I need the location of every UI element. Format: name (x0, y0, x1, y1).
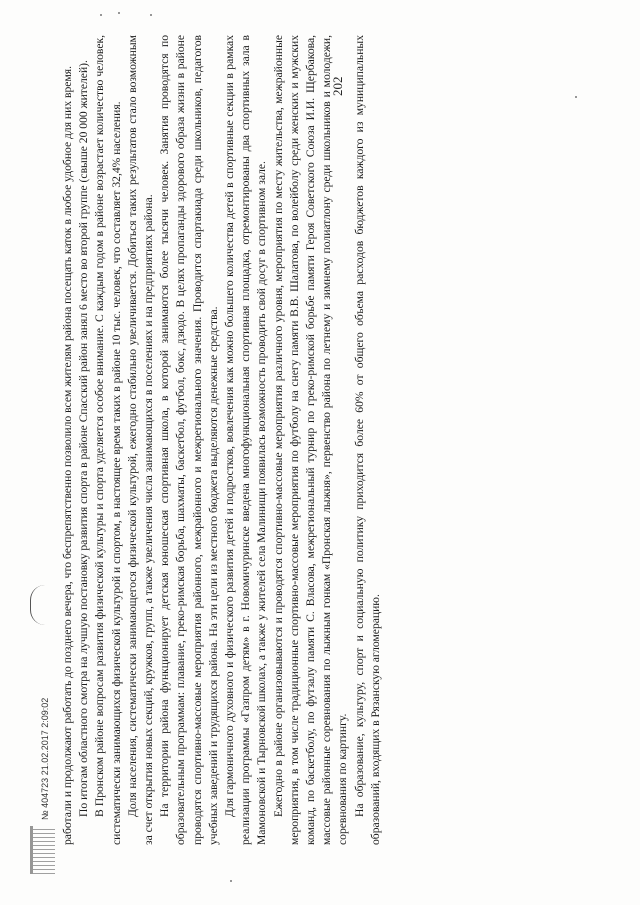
binding-mark (30, 585, 45, 625)
paragraph: работали и продолжают работать до позднего вечера, что беспрепятственно позволило всем жителям района посещать каток в любое удобное для них время. (61, 65, 74, 845)
paragraph: На территории района функционирует детская юношеская спортивная школа, в которой занимаются более тысячи человек. Занятия проводятся по образовательным программам: плавание, греко-римская борьба, шахматы, баскетбол, футбол, бокс, дзюдо. В целях пропаганды здорового образа жизни в районе проводятся спортивно-массовые мероприятия районного, межрайонного и межрегионального значения. Проводится спартакиада среди школьников, педагогов учебных заведений и трудящихся района. На эти цели из местного бюджета выделяются денежные средства. (158, 35, 220, 845)
document-body (60, 35, 580, 845)
paragraph: На образование, культуру, спорт и социальную политику приходится более 60% от общего объема расходов бюджетов каждого из муниципальных образований, входящих в Рязанскую агломерацию. (352, 35, 382, 845)
paragraph: Для гармоничного духовного и физического развития детей и подростков, вовлечения как можно большего количества детей в спортивные секции в рамках реализации программы «Газпром детям» в г. Новомичуринске введена многофункциональная спортивная площадка, отремонтированы два спортивных зала в Мамоновской и Тырновской школах, а также у жителей села Малинищи появилась возможность проводить свой досуг в спортивном зале. (223, 35, 269, 845)
scan-stamp: № 404723 21.02.2017 2:09:02 (40, 697, 50, 820)
page-number: 202 (330, 76, 345, 96)
scanner-logo-icon (30, 826, 55, 874)
paragraph: Доля населения, систематически занимающегося физической культурой, ежегодно стабильно увеличивается. Добиться таких результатов стало возможным за счет открытия новых секций, кружков, групп, а также увеличения числа занимающихся в поселениях и на предприятиях района. (125, 35, 156, 845)
paragraph: В Пронском районе вопросам развития физической культуры и спорта уделяется особое внимание. С каждым годом в районе возрастает количество человек, систематически занимающихся физической культурой и спортом, в настоящее время таких в районе 10 тыс. человек, что составляет 32,4% населения. (93, 35, 123, 845)
paragraph: Ежегодно в районе организовываются и проводятся спортивно-массовые мероприятия различного уровня, мероприятия по месту жительства, межрайонные мероприятия, в том числе традиционные спортивно-массовые мероприятия по футболу на снегу памяти В.В. Шалатова, по волейболу среди женских и мужских команд, по баскетболу, по футзалу памяти С. Власова, межрегиональный турнир по греко-римской борьбе памяти Героя Советского Союза И.И. Щербакова, массовые районные соревнования по лыжным гонкам «Пронская лыжня», первенство района по летнему и зимнему полиатлону среди школьников и молодежи, соревнования по картингу. (271, 35, 350, 845)
paragraph: По итогам областного смотра на лучшую постановку развития спорта в районе Спасский район занял 6 место во второй группе (свыше 20 000 жителей). (77, 60, 91, 817)
